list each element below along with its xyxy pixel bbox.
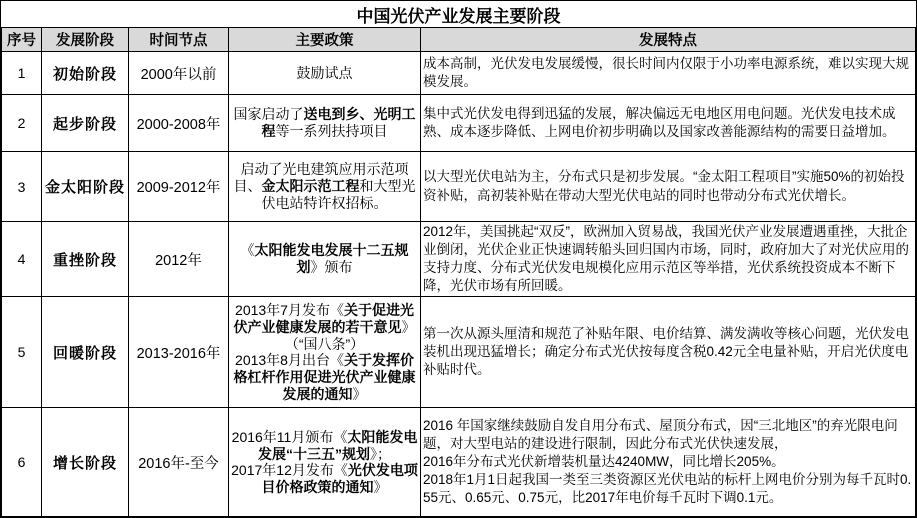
cell-time-range: 2012年 bbox=[129, 222, 229, 297]
cell-development-features: 2012年，美国挑起“双反”，欧洲加入贸易战，我国光伏产业发展遭遇重挫，大批企业倒闭，光伏企业正快速调转船头回归国内市场，同时，政府加大了对光伏应用的支持力度、分布式光伏发电规模化应用示范区等举措，光伏系统投资成本不断下降，光伏市场有所回暖。 bbox=[421, 222, 916, 297]
table-row bbox=[2, 52, 916, 95]
cell-stage-name: 增长阶段 bbox=[42, 408, 129, 517]
table-row bbox=[2, 222, 916, 297]
table-row bbox=[2, 408, 916, 517]
col-header-features: 发展特点 bbox=[421, 28, 916, 52]
cell-time-range: 2000年以前 bbox=[129, 52, 229, 95]
table-row bbox=[2, 152, 916, 222]
cell-stage-name: 重挫阶段 bbox=[42, 222, 129, 297]
pv-stages-table bbox=[1, 27, 916, 517]
cell-main-policy: 2016年11月颁布《太阳能发电发展“十三五”规划》； 2017年12月发布《光伏发电项目价格政策的通知》 bbox=[229, 408, 421, 517]
cell-development-features: 集中式光伏发电得到迅猛的发展，解决偏远无电地区用电问题。光伏发电技术成熟、成本逐步降低、上网电价初步明确以及国家改善能源结构的需要日益增加。 bbox=[421, 95, 916, 152]
cell-time-range: 2016年-至今 bbox=[129, 408, 229, 517]
table-row bbox=[2, 95, 916, 152]
cell-stage-number: 2 bbox=[2, 95, 42, 152]
cell-development-features: 以大型光伏电站为主，分布式只是初步发展。“金太阳工程项目”实施50%的初始投资补贴，高初装补贴在带动大型光伏电站的同时也带动分布式光伏增长。 bbox=[421, 152, 916, 222]
header-row bbox=[2, 28, 916, 52]
cell-stage-number: 5 bbox=[2, 297, 42, 408]
table-row bbox=[2, 297, 916, 408]
table-body bbox=[2, 52, 916, 517]
cell-stage-number: 4 bbox=[2, 222, 42, 297]
cell-development-features: 成本高制，光伏发电发展缓慢，很长时间内仅限于小功率电源系统，难以实现大规模发展。 bbox=[421, 52, 916, 95]
cell-development-features: 2016 年国家继续鼓励自发自用分布式、屋顶分布式，因“三北地区”的弃光限电问题，对大型电站的建设进行限制，因此分布式光伏快速发展， 2016年分布式光伏新增装机量达4240MW，同比增长205%。 2018年1月1日起我国一类至三类资源区光伏电站的标杆上网电价分别为每千瓦时0.55元、0.65元、0.75元，比2017年电价每千瓦时下调0.1元。 bbox=[421, 408, 916, 517]
cell-stage-number: 3 bbox=[2, 152, 42, 222]
cell-development-features: 第一次从源头厘清和规范了补贴年限、电价结算、满发满收等核心问题，光伏发电装机出现迅猛增长；确定分布式光伏按每度含税0.42元全电量补贴，开启光伏度电补贴时代。 bbox=[421, 297, 916, 408]
cell-main-policy: 国家启动了送电到乡、光明工程等一系列扶持项目 bbox=[229, 95, 421, 152]
col-header-policy: 主要政策 bbox=[229, 28, 421, 52]
cell-main-policy: 《太阳能发电发展十二五规划》颁布 bbox=[229, 222, 421, 297]
cell-stage-name: 初始阶段 bbox=[42, 52, 129, 95]
cell-time-range: 2000-2008年 bbox=[129, 95, 229, 152]
col-header-time: 时间节点 bbox=[129, 28, 229, 52]
cell-stage-name: 回暖阶段 bbox=[42, 297, 129, 408]
cell-stage-name: 金太阳阶段 bbox=[42, 152, 129, 222]
cell-stage-number: 1 bbox=[2, 52, 42, 95]
page-title: 中国光伏产业发展主要阶段 bbox=[1, 1, 916, 27]
col-header-stage: 发展阶段 bbox=[42, 28, 129, 52]
col-header-num: 序号 bbox=[2, 28, 42, 52]
cell-stage-number: 6 bbox=[2, 408, 42, 517]
cell-main-policy: 鼓励试点 bbox=[229, 52, 421, 95]
cell-time-range: 2009-2012年 bbox=[129, 152, 229, 222]
cell-main-policy: 启动了光电建筑应用示范项目、金太阳示范工程和大型光伏电站特许权招标。 bbox=[229, 152, 421, 222]
cell-main-policy: 2013年7月发布《关于促进光伏产业健康发展的若干意见》（“国八条”） 2013年8月出台《关于发挥价格杠杆作用促进光伏产业健康发展的通知》 bbox=[229, 297, 421, 408]
cell-time-range: 2013-2016年 bbox=[129, 297, 229, 408]
cell-stage-name: 起步阶段 bbox=[42, 95, 129, 152]
